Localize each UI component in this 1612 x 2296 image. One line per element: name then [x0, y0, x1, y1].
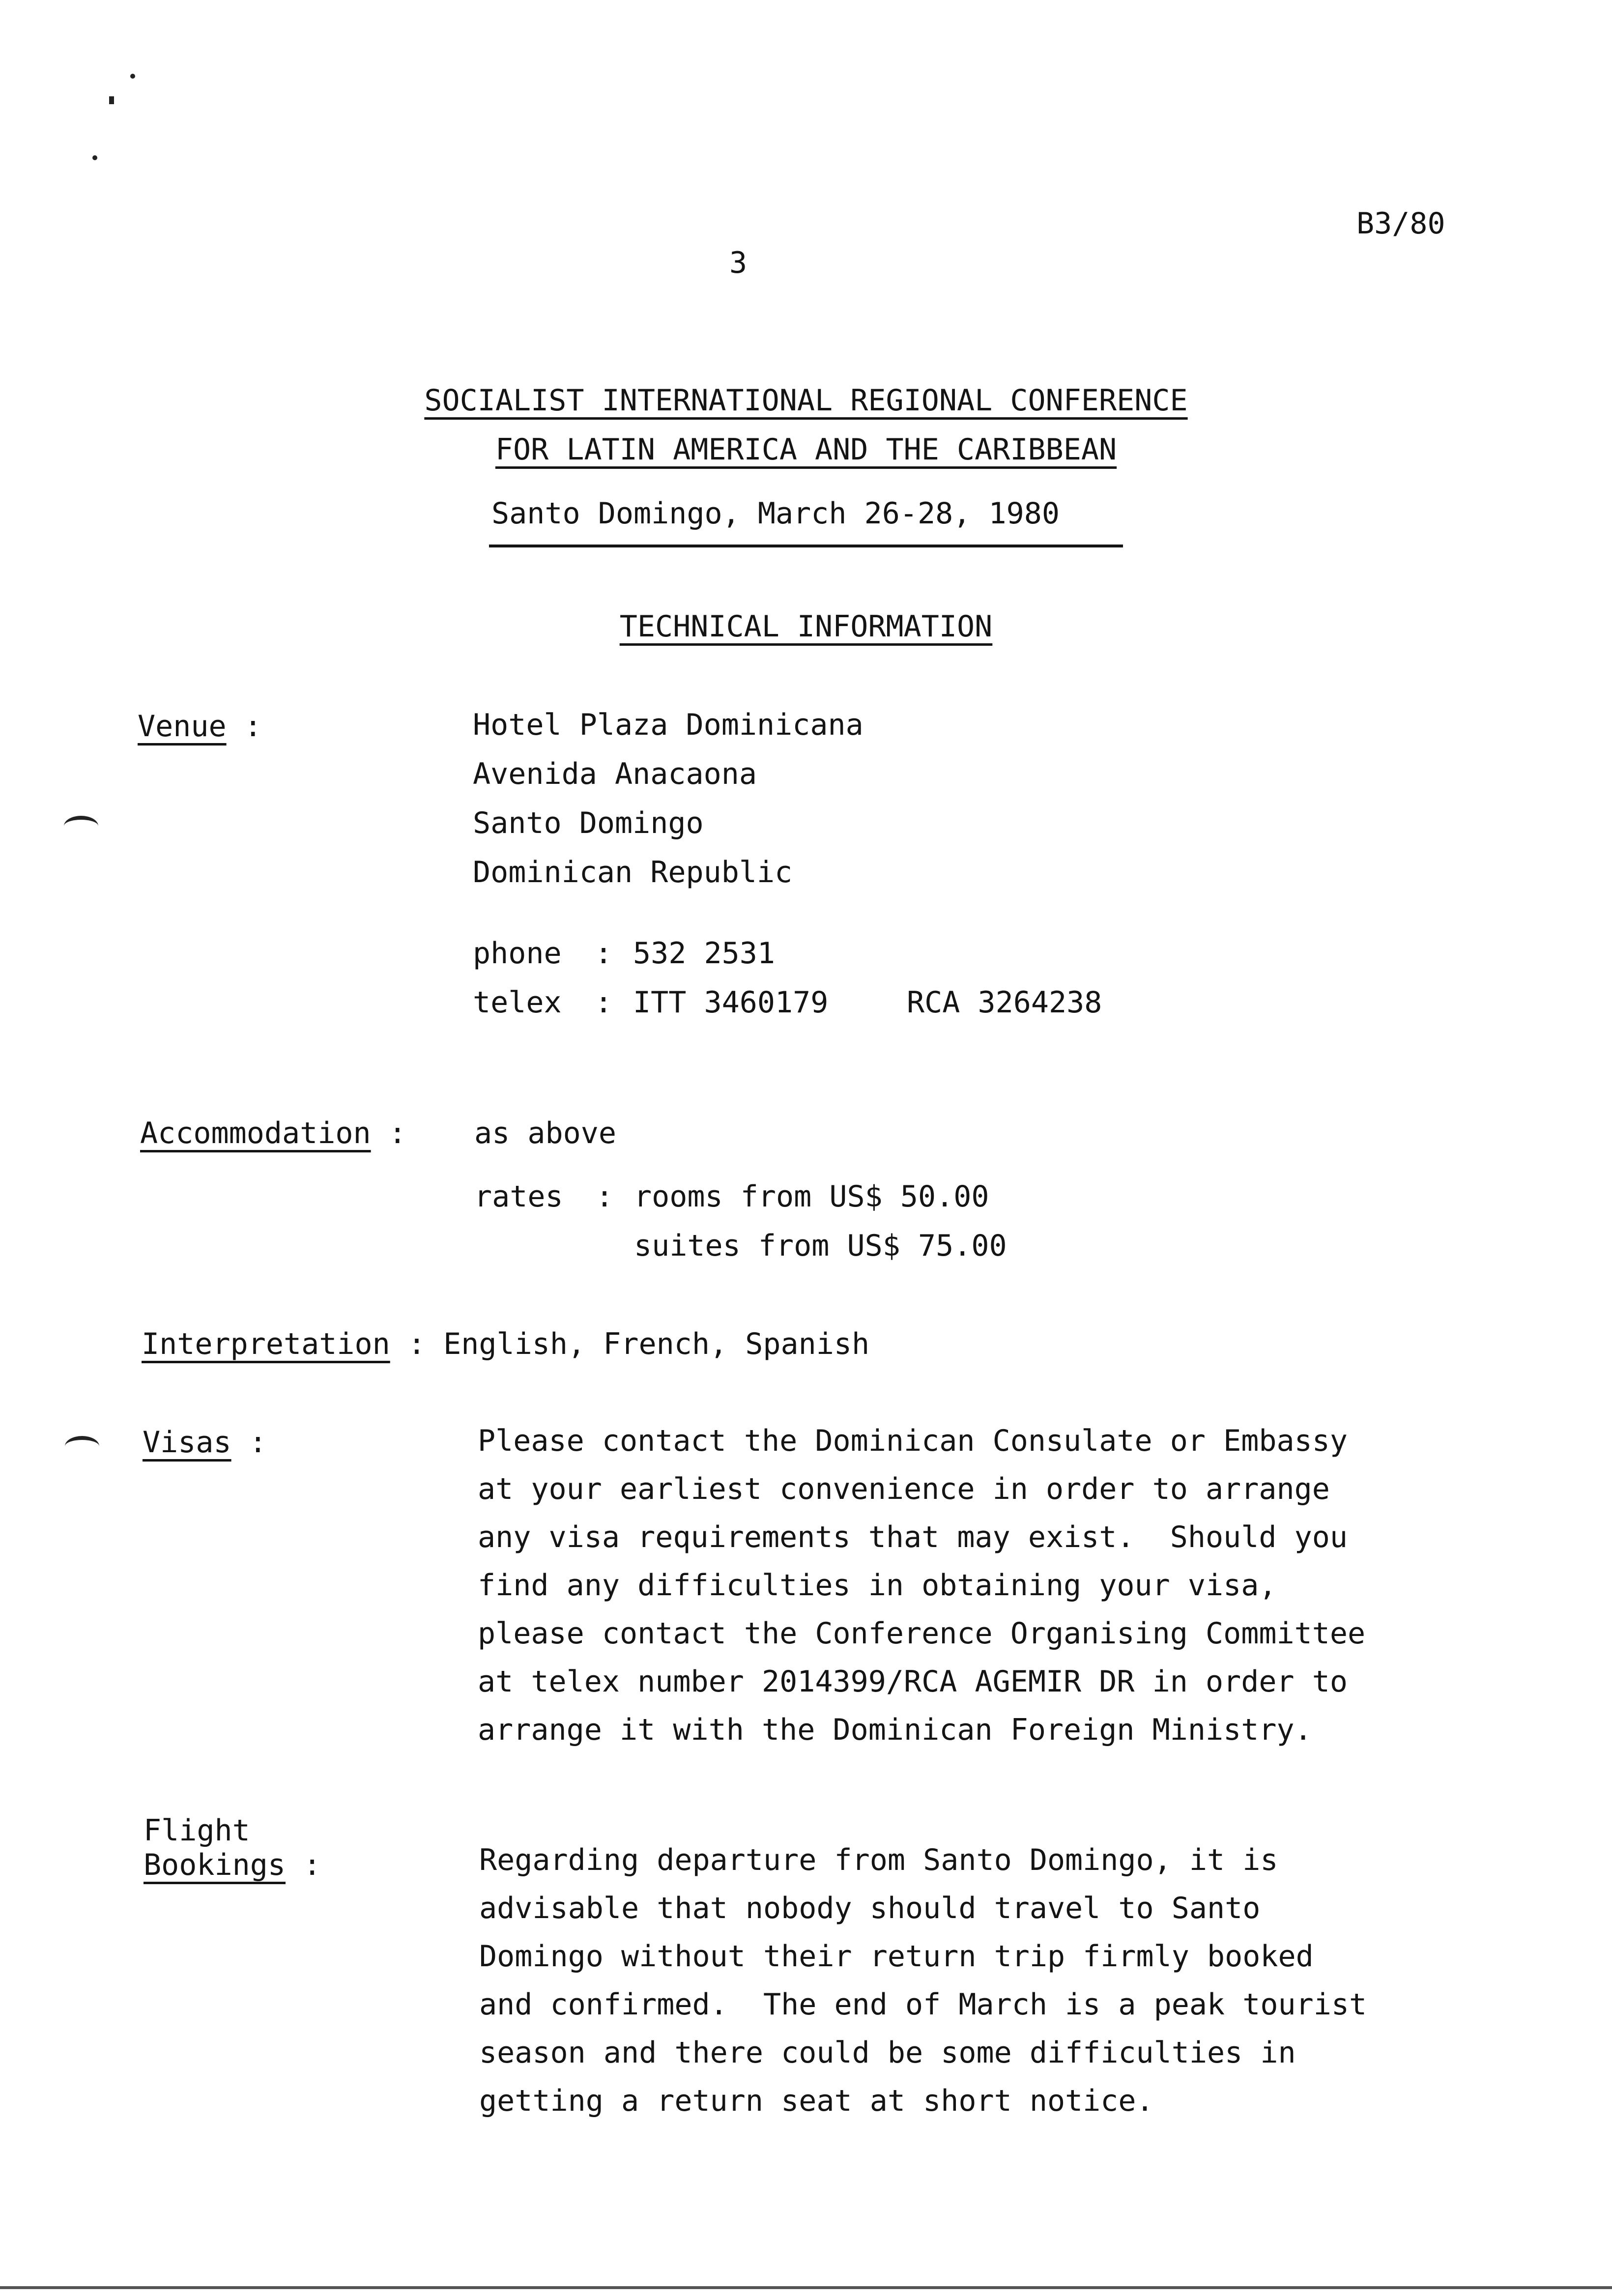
- venue-telex-colon: :: [595, 985, 613, 1020]
- visas-label: Visas: [143, 1425, 231, 1460]
- flight-label-text-1: Flight: [144, 1813, 250, 1848]
- flight-label-row: Bookings :: [144, 1848, 321, 1882]
- page-number: 3: [729, 246, 748, 280]
- scan-mark: [109, 96, 114, 104]
- flight-line: Regarding departure from Santo Domingo, it is: [479, 1843, 1278, 1877]
- accommodation-value: as above: [474, 1116, 616, 1150]
- rates-label: rates: [474, 1179, 563, 1214]
- flight-label-text-2: Bookings: [144, 1848, 286, 1882]
- accommodation-label: Accommodation: [140, 1116, 371, 1150]
- flight-line: and confirmed. The end of March is a peak tourist: [479, 1987, 1367, 2022]
- venue-label: Venue: [138, 709, 227, 744]
- visas-line: find any difficulties in obtaining your visa,: [478, 1568, 1277, 1603]
- venue-telex-label: telex: [473, 985, 562, 1020]
- conference-title-line-1: SOCIALIST INTERNATIONAL REGIONAL CONFERENCE: [424, 383, 1188, 418]
- venue-line: Dominican Republic: [473, 855, 793, 890]
- flight-line: advisable that nobody should travel to Santo: [479, 1891, 1261, 1925]
- page-bottom-edge: [0, 2286, 1612, 2289]
- heading-rule: [489, 545, 1123, 547]
- scan-mark: [92, 155, 97, 160]
- venue-line: Avenida Anacaona: [473, 757, 757, 791]
- page-subtitle: TECHNICAL INFORMATION: [619, 609, 993, 644]
- accommodation-label-row: Accommodation :: [140, 1116, 406, 1150]
- rates-colon: :: [596, 1179, 614, 1214]
- venue-telex-value-1: ITT 3460179: [633, 985, 829, 1020]
- conference-title-line-2: FOR LATIN AMERICA AND THE CARIBBEAN: [495, 432, 1117, 467]
- visas-line: at telex number 2014399/RCA AGEMIR DR in order to: [478, 1665, 1348, 1699]
- visas-line: at your earliest convenience in order to arrange: [478, 1472, 1330, 1506]
- interpretation-label: Interpretation: [142, 1327, 390, 1361]
- document-reference: B3/80: [1356, 206, 1445, 241]
- conference-location-date: Santo Domingo, March 26-28, 1980: [491, 496, 1060, 531]
- venue-phone-label: phone: [473, 936, 562, 971]
- visas-line: Please contact the Dominican Consulate or Embassy: [478, 1424, 1348, 1458]
- visas-line: please contact the Conference Organising Committee: [478, 1616, 1366, 1651]
- flight-line: season and there could be some difficulties in: [479, 2036, 1296, 2070]
- venue-phone-value: 532 2531: [633, 936, 775, 971]
- venue-telex-value-2: RCA 3264238: [907, 985, 1102, 1020]
- venue-phone-colon: :: [595, 936, 613, 971]
- rate-rooms: rooms from US$ 50.00: [634, 1179, 989, 1214]
- flight-line: getting a return seat at short notice.: [479, 2084, 1154, 2118]
- interpretation-label-row: Interpretation : English, French, Spanish: [142, 1327, 870, 1361]
- interpretation-value: English, French, Spanish: [443, 1327, 870, 1361]
- punch-mark: [64, 816, 98, 836]
- punch-mark: [65, 1436, 99, 1457]
- visas-line: any visa requirements that may exist. Should you: [478, 1520, 1348, 1554]
- flight-label-line-1: [144, 1813, 250, 1848]
- venue-label-row: Venue :: [138, 709, 262, 744]
- visas-label-row: Visas :: [143, 1425, 267, 1460]
- visas-line: arrange it with the Dominican Foreign Ministry.: [478, 1713, 1312, 1747]
- rate-suites: suites from US$ 75.00: [634, 1229, 1007, 1263]
- venue-line: Santo Domingo: [473, 806, 704, 840]
- scan-mark: [130, 74, 135, 79]
- flight-line: Domingo without their return trip firmly booked: [479, 1939, 1314, 1974]
- venue-line: Hotel Plaza Dominicana: [473, 708, 864, 742]
